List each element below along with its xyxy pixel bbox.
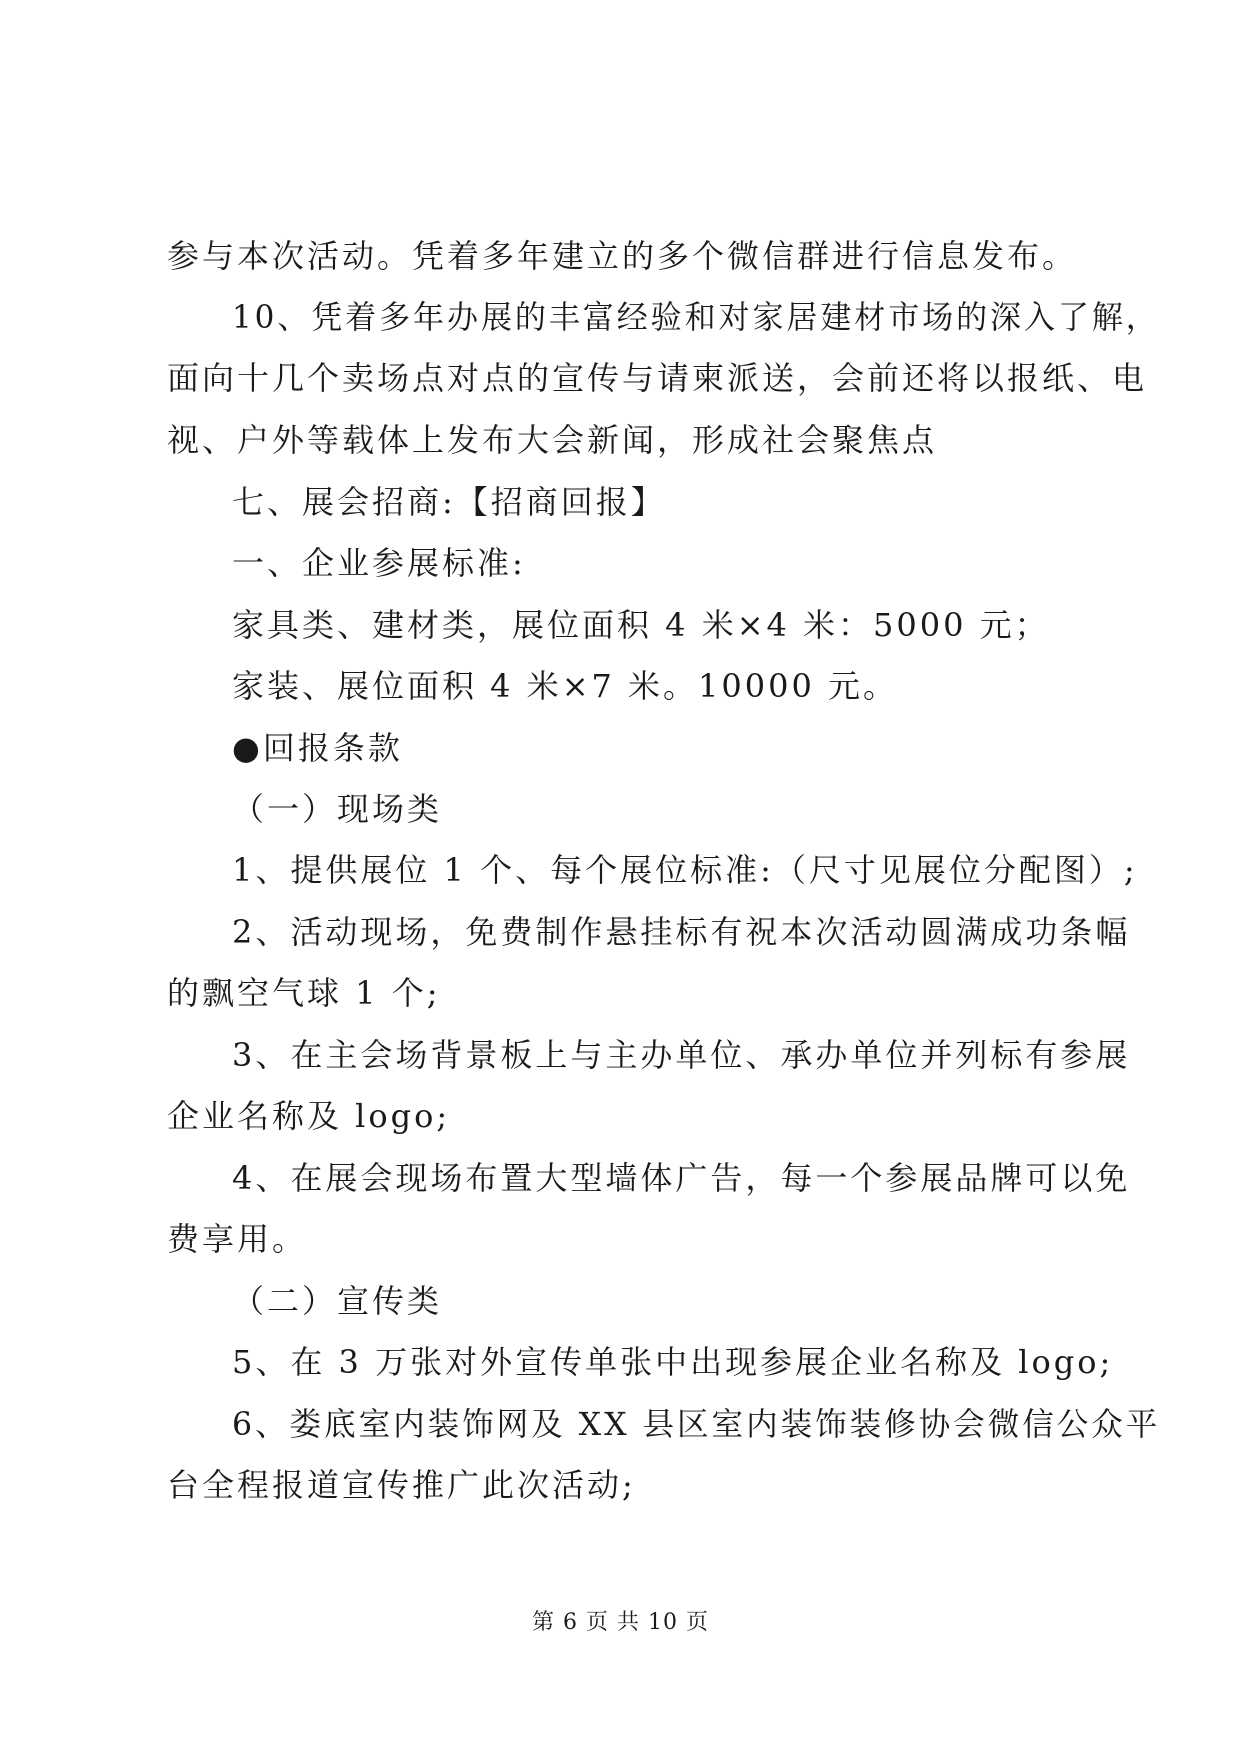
- subsection-heading: 一、企业参展标准:: [232, 544, 526, 582]
- section-heading: 七、展会招商:【招商回报】: [232, 483, 666, 521]
- list-item: 6、娄底室内装饰网及 XX 县区室内装饰装修协会微信公众平: [232, 1405, 1161, 1443]
- list-item-continuation: 台全程报道宣传推广此次活动;: [167, 1466, 636, 1504]
- page-footer: 第 6 页 共 10 页: [532, 1610, 709, 1635]
- body-line: 参与本次活动。凭着多年建立的多个微信群进行信息发布。: [167, 237, 1078, 275]
- body-line: 面向十几个卖场点对点的宣传与请柬派送，会前还将以报纸、电: [167, 359, 1148, 397]
- list-item: 1、提供展位 1 个、每个展位标准:（尺寸见展位分配图）;: [232, 851, 1138, 889]
- body-line: 10、凭着多年办展的丰富经验和对家居建材市场的深入了解，: [232, 298, 1160, 336]
- list-item-continuation: 费享用。: [167, 1220, 308, 1258]
- body-line: 视、户外等载体上发布大会新闻，形成社会聚焦点: [167, 421, 938, 459]
- body-line: 家装、展位面积 4 米×7 米。10000 元。: [232, 667, 899, 705]
- body-line: 家具类、建材类，展位面积 4 米×4 米：5000 元；: [232, 606, 1050, 644]
- subsection-heading: （一）现场类: [232, 790, 443, 828]
- subsection-heading: （二）宣传类: [232, 1282, 443, 1320]
- list-item: 4、在展会现场布置大型墙体广告，每一个参展品牌可以免: [232, 1159, 1131, 1197]
- list-item-continuation: 企业名称及 logo;: [167, 1097, 451, 1135]
- list-item: 2、活动现场，免费制作悬挂标有祝本次活动圆满成功条幅: [232, 913, 1131, 951]
- bullet-heading: ●回报条款: [232, 729, 403, 767]
- list-item: 3、在主会场背景板上与主办单位、承办单位并列标有参展: [232, 1036, 1131, 1074]
- list-item: 5、在 3 万张对外宣传单张中出现参展企业名称及 logo;: [232, 1343, 1114, 1381]
- list-item-continuation: 的飘空气球 1 个;: [167, 974, 441, 1012]
